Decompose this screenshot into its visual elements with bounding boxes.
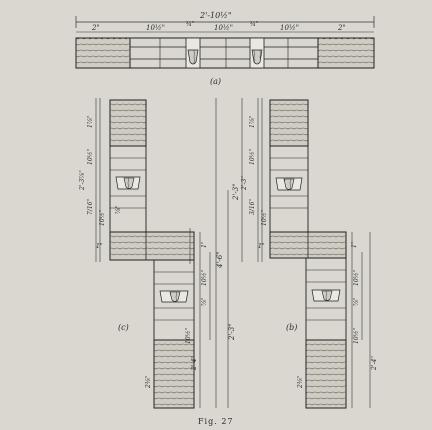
view-c-top-1: 1⅞": [87, 115, 94, 128]
view-b-bottom-block: [306, 340, 346, 408]
view-b-bottom: 2⅜": [297, 375, 304, 388]
view-a-space-2-label: 10½": [214, 24, 233, 32]
view-b-top-block: [270, 100, 308, 146]
view-a-left-end-label: 2": [92, 24, 100, 32]
view-c-top-4: 10½": [99, 209, 106, 226]
view-c-full-overall: 2'-3": [228, 323, 236, 340]
view-c-right-2: 10½": [201, 269, 208, 286]
view-c-right-4: 10½": [185, 327, 192, 344]
view-c-label: (c): [118, 323, 129, 332]
view-c-right-3: ⅞": [201, 297, 208, 306]
view-b-top-4: 10½": [261, 209, 268, 226]
view-c: [79, 98, 236, 408]
view-c-tall-overall: 4'-6": [216, 251, 224, 268]
view-b-right-2: 10½": [353, 269, 360, 286]
view-b-top-2: 10½": [249, 148, 256, 165]
view-b-right-overall: 2'-4": [371, 355, 378, 370]
view-b-mid-1: 1": [258, 243, 265, 250]
view-b-tall-overall: 2'-3": [232, 183, 240, 200]
view-a-right-block: [318, 38, 374, 68]
view-c-top-3: 7/16": [87, 198, 94, 215]
view-c-right-overall: 2'-4": [191, 355, 198, 370]
view-b-top-overall: 2'-3": [241, 175, 248, 190]
view-c-mid-1: 1": [96, 243, 103, 250]
view-b: [232, 98, 378, 408]
view-a-left-block: [76, 38, 130, 68]
view-a-space-1-label: 10½": [146, 24, 165, 32]
view-a-overall-label: 2'-10½": [200, 11, 232, 20]
view-a-small-left-label: ¾": [186, 21, 195, 28]
view-b-right-1: 1": [351, 241, 358, 248]
view-c-sill-block: [110, 232, 194, 260]
view-b-top-1: 1⅞": [249, 115, 256, 128]
view-c-right-1: 1": [201, 241, 208, 248]
view-a-label: (a): [210, 77, 222, 86]
view-c-top-block: [110, 100, 146, 146]
view-b-right-4: 10½": [353, 327, 360, 344]
view-c-bottom-block: [154, 340, 194, 408]
view-b-top-3: 3/16": [249, 198, 256, 215]
view-c-top-overall: 2'-3⅞": [79, 170, 86, 190]
view-c-bottom: 2⅜": [145, 375, 152, 388]
view-a: [76, 11, 374, 86]
figure-caption: Fig. 27: [198, 417, 234, 426]
view-c-top-2: 10½": [87, 148, 94, 165]
view-a-right-end-label: 2": [338, 24, 346, 32]
view-a-space-3-label: 10½": [280, 24, 299, 32]
view-a-small-right-label: ¾": [250, 21, 259, 28]
view-c-top-5: ⅞": [115, 205, 122, 214]
view-b-label: (b): [286, 323, 298, 332]
view-b-right-3: ⅞": [353, 297, 360, 306]
